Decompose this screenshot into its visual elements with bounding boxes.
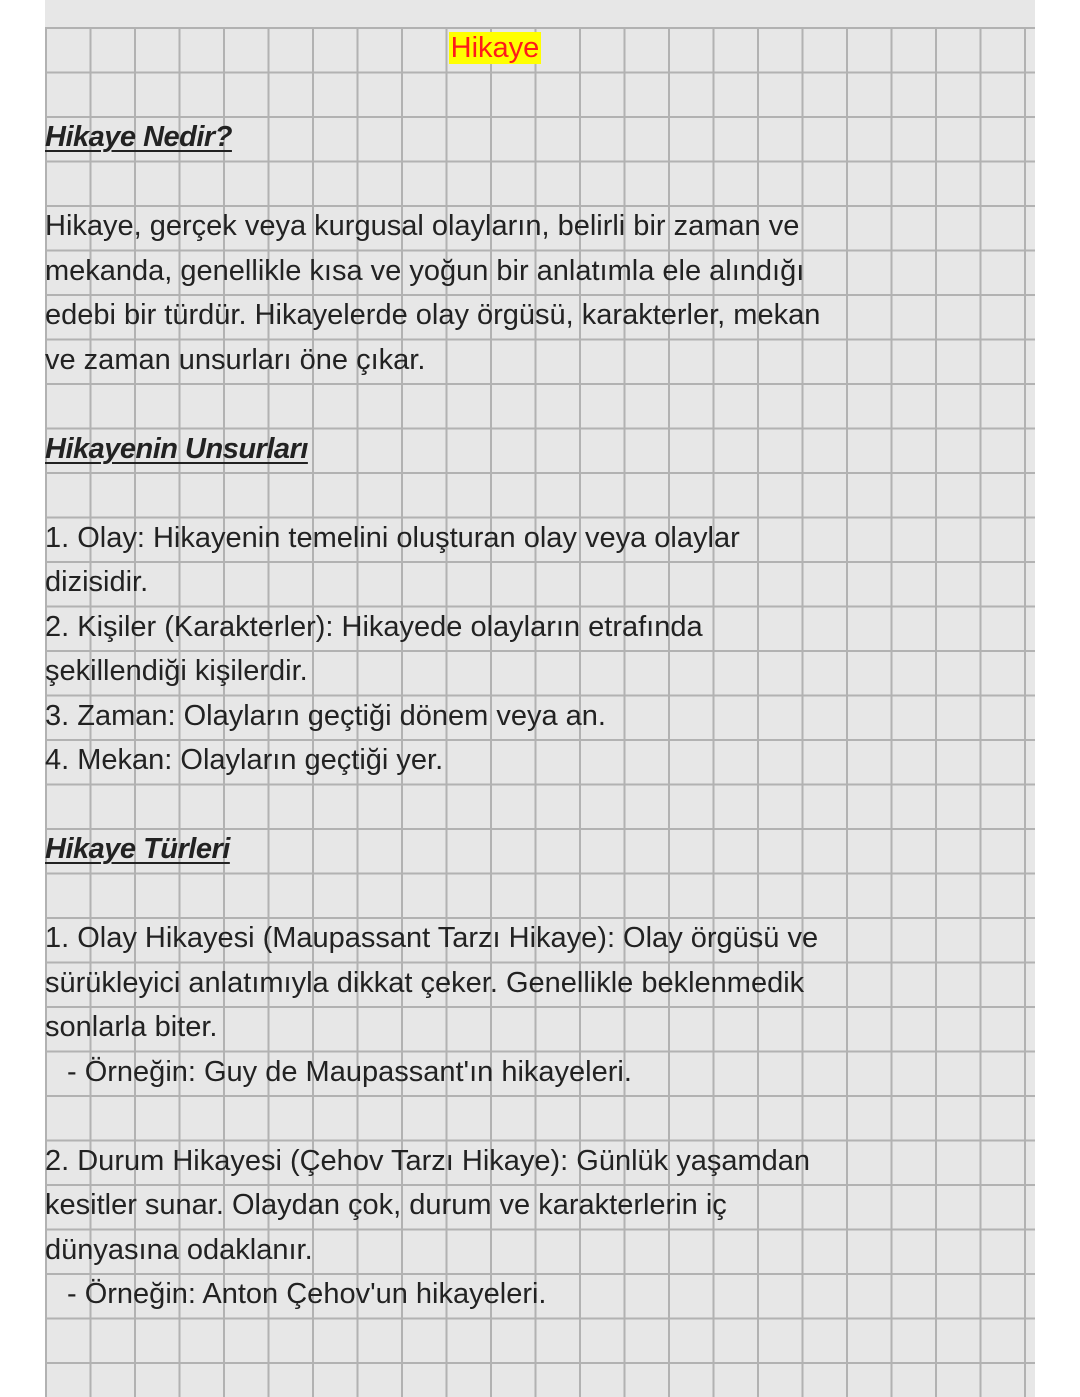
paragraph-line: ve zaman unsurları öne çıkar.	[45, 343, 426, 376]
paragraph-line: edebi bir türdür. Hikayelerde olay örgüsü, karakterler, mekan	[45, 299, 821, 331]
list-line: şekillendiği kişilerdir.	[45, 655, 308, 687]
section-heading: Hikayenin Unsurları	[45, 432, 308, 465]
paragraph-line: mekanda, genellikle kısa ve yoğun bir anlatımla ele alındığı	[45, 254, 805, 287]
list-line: 4. Mekan: Olayların geçtiği yer.	[45, 744, 444, 776]
spacer	[45, 1094, 945, 1139]
spacer	[45, 783, 945, 828]
list-line: kesitler sunar. Olaydan çok, durum ve karakterlerin iç	[45, 1189, 727, 1221]
list-line: 1. Olay Hikayesi (Maupassant Tarzı Hikaye): Olay örgüsü ve	[45, 922, 819, 954]
spacer	[45, 71, 945, 116]
spacer	[45, 471, 945, 516]
list-line: 2. Kişiler (Karakterler): Hikayede olayların etrafında	[45, 610, 703, 643]
list-line: sürükleyici anlatımıyla dikkat çeker. Genellikle beklenmedik	[45, 966, 805, 999]
list-line: 2. Durum Hikayesi (Çehov Tarzı Hikaye): Günlük yaşamdan	[45, 1144, 811, 1177]
list-line: dizisidir.	[45, 566, 149, 598]
list-line: 3. Zaman: Olayların geçtiği dönem veya an.	[45, 699, 606, 732]
paragraph-line: Hikaye, gerçek veya kurgusal olayların, belirli bir zaman ve	[45, 210, 800, 242]
list-line: sonlarla biter.	[45, 1011, 218, 1043]
example-line: - Örneğin: Guy de Maupassant'ın hikayeleri.	[67, 1055, 632, 1088]
section-heading: Hikaye Türleri	[45, 833, 230, 865]
spacer	[45, 160, 945, 205]
spacer	[45, 382, 945, 427]
document-title: Hikaye	[450, 32, 540, 64]
list-line: dünyasına odaklanır.	[45, 1233, 313, 1266]
document-content	[45, 26, 945, 1317]
list-line: 1. Olay: Hikayenin temelini oluşturan olay veya olaylar	[45, 521, 740, 554]
section-heading: Hikaye Nedir?	[45, 121, 232, 153]
spacer	[45, 872, 945, 917]
example-line: - Örneğin: Anton Çehov'un hikayeleri.	[67, 1278, 547, 1310]
title-row	[45, 26, 945, 71]
